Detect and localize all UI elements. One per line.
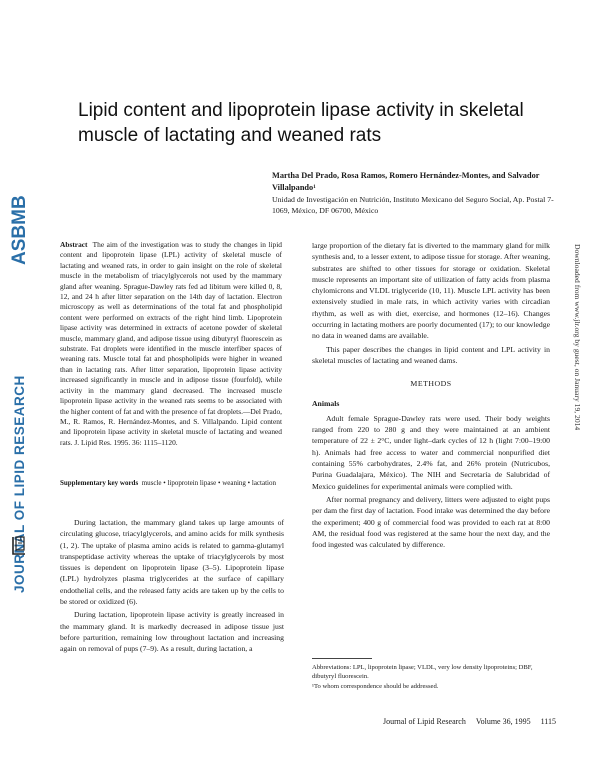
body-left-column xyxy=(60,517,284,657)
body-right-column xyxy=(312,240,550,552)
abstract-label: Abstract xyxy=(60,240,88,249)
footer-volume: Volume 36, 1995 xyxy=(475,717,531,726)
asbmb-logo xyxy=(6,172,32,268)
body-paragraph: During lactation, the mammary gland takes up large amounts of circulating glucose, triacylglycerols, and amino acids for milk synthesis (1, 2). The uptake of plasma amino acids is related to gamma-glutamyl transpeptidase activity whereas the uptake of triacylglycerols by most tissues is dependent on lipoprotein lipase (3–5). Lipoprotein lipase (LPL) hydrolyzes plasma triglycerides at the surface of capillary endothelial cells, and the released fatty acids are taken up by the cells to be stored or oxidized (6). xyxy=(60,518,284,607)
abstract xyxy=(60,240,282,448)
methods-heading: METHODS xyxy=(410,379,452,389)
methods-paragraph: Adult female Sprague-Dawley rats were used. Their body weights ranged from 220 to 280 g and they were maintained at an ambient temperature of 22 ± 2°C, under light–dark cycles of 12 h (light 7:00–19:00 h). Animals had free access to water and commercial nonpurified diet containing 55% carbohydrates, 2.4% fat, and 26% protein (Nutricubos, Purina Guadalajara, México). The NIH and Secretaría de Salubridad of Mexico guidelines for experimental animals were complied with. xyxy=(312,413,550,491)
keywords-label: Supplementary key words xyxy=(60,479,139,487)
abstract-text: The aim of the investigation was to study the changes in lipid content and lipoprotein lipase (LPL) activity of skeletal muscle of lactating and weaned rats, in order to gain insight on the role of skeletal muscle in the metabolism of triacylglycerols not used by the mammary gland after weaning. Sprague-Dawley rats fed ad libitum were killed 0, 8, 12, and 24 h after litter separation on the 14th day of lactation. Electron microscopy as well as determinations of the total fat and phospholipid content were performed on extracts of the right hind limb. Lipoprotein lipase activity was determined in extracts of acetone powder of skeletal muscle, mammary gland, and adipose tissue using dibutyryl fluorescein as substrate. Fat droplets were identified in the muscle interfiber spaces of weaning rats. Muscle total fat and phospholipids were higher in weaned than in lactating rats. After litter separation, lipoprotein lipase activity increased significantly in muscle and in adipose tissue (fourfold), while activity in the mammary gland decreased. The increased muscle lipoprotein lipase activity in the weaned rats seems to be associated with the higher content of fat and with the presence of fat droplets.—Del Prado, M., R. Ramos, R. Hernández-Montes, and S. Villalpando. Lipid content and lipoprotein lipase activity in skeletal muscle of lactating and weaned rats. J. Lipid Res. 1995. 36: 1115–1120. xyxy=(60,240,282,447)
author-list: Martha Del Prado, Rosa Ramos, Romero Hernández-Montes, and Salvador Villalpando¹ xyxy=(272,171,540,192)
footnote-correspondence: ¹To whom correspondence should be addressed. xyxy=(312,682,439,690)
footnotes xyxy=(312,663,550,691)
body-paragraph: During lactation, lipoprotein lipase activity is greatly increased in the mammary gland. It is markedly decreased in adipose tissue just before parturition, remaining low throughout lactation and increasing again on removal of pups (7–9). As a result, during lactation, a xyxy=(60,610,284,654)
footer-journal: Journal of Lipid Research xyxy=(382,717,466,726)
methods-paragraph: After normal pregnancy and delivery, litters were adjusted to eight pups per dam the first day of lactation. Food intake was determined the day before the experiment; 400 g of commercial food was provided to each rat at 8:00 AM, the residual food was registered at the same hour the next day, and the food ingested was calculated by difference. xyxy=(312,494,550,550)
footer-page: 1115 xyxy=(540,717,556,726)
footnote-abbreviations: Abbreviations: LPL, lipoprotein lipase; VLDL, very low density lipoproteins; DBF, dibutyryl fluorescein. xyxy=(312,664,533,681)
animals-subheading: Animals xyxy=(312,398,340,408)
body-paragraph: This paper describes the changes in lipid content and LPL activity in skeletal muscles of lactating and weaned dams. xyxy=(312,344,550,365)
affiliation: Unidad de Investigación en Nutrición, Instituto Mexicano del Seguro Social, Ap. Postal 7-1069, México, DF 06700, México xyxy=(272,195,554,215)
article-title: Lipid content and lipoprotein lipase activity in skeletal muscle of lactating and weaned rats xyxy=(78,100,524,146)
journal-side-title-text: JOURNAL OF LIPID RESEARCH xyxy=(12,375,27,593)
keywords-text: muscle • lipoprotein lipase • weaning • lactation xyxy=(141,479,276,487)
download-note xyxy=(566,240,588,660)
book-icon xyxy=(10,535,28,557)
keywords xyxy=(60,478,282,488)
body-paragraph: large proportion of the dietary fat is diverted to the mammary gland for milk synthesis and, to a lesser extent, to adipose tissue for storage. After weaning, substrates are shifted to other tissues for storage or oxidation. Skeletal muscle represents an important site of utilization of fatty acids from plasma chylomicrons and VLDL triglyceride (10, 11). Muscle LPL activity has been extensively studied in male rats, in which activity varies with circadian rhythm, as well as with diet, exercise, and hormones (12–16). Changes occurring in lactating mothers are poorly documented (17); to our knowledge no data in weaned dams are available. xyxy=(312,241,550,341)
download-note-text: Downloaded from www.jlr.org by guest, on January 19, 2014 xyxy=(573,244,582,431)
asbmb-logo-text: ASBMB xyxy=(9,195,30,265)
footnote-rule xyxy=(312,658,372,659)
page-footer xyxy=(336,717,556,726)
